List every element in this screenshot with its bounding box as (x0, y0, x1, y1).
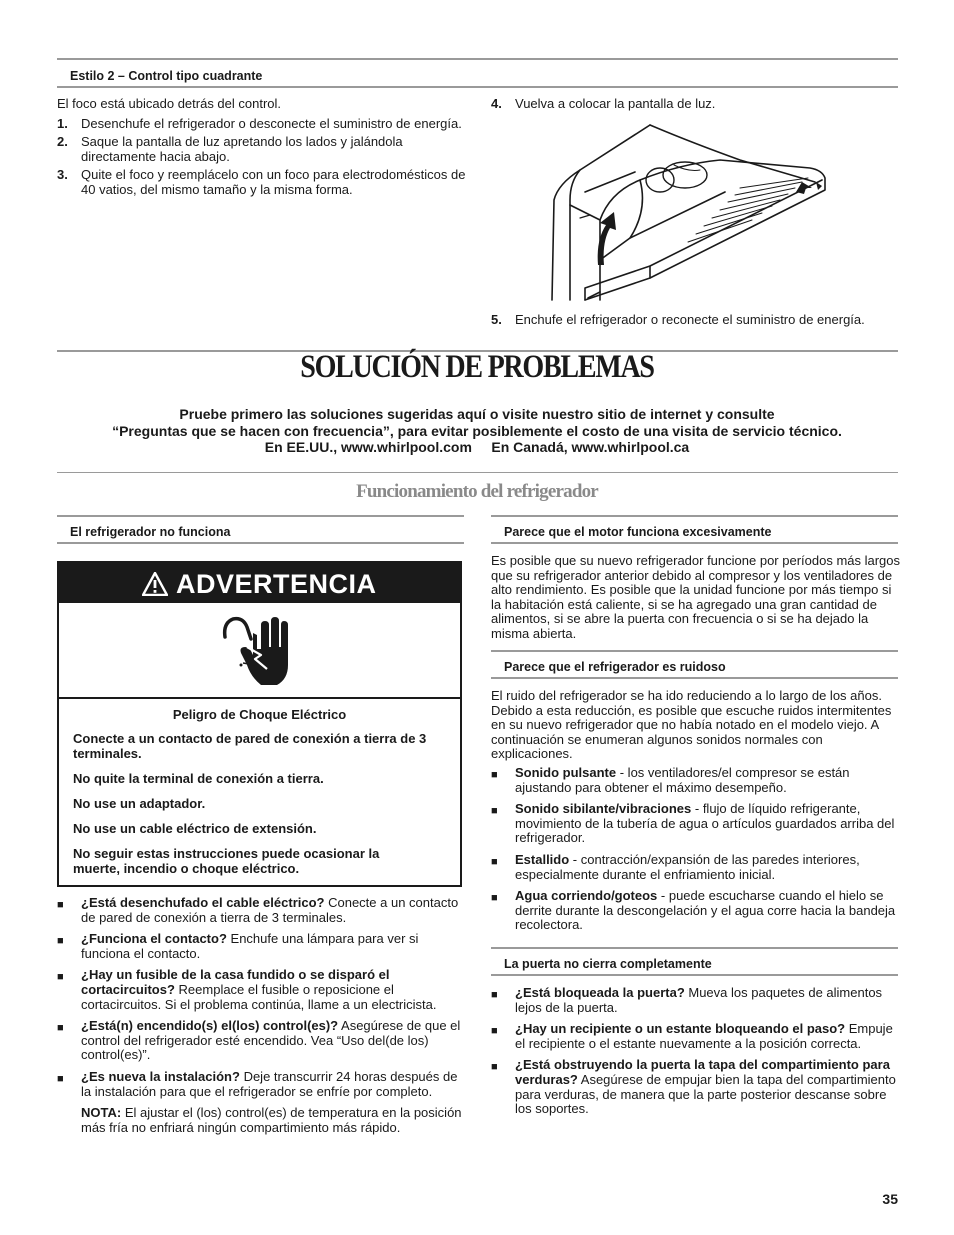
bullet-square-icon: ■ (57, 1022, 64, 1035)
bullet-square-icon: ■ (57, 1072, 64, 1085)
intro-line-websites: En EE.UU., www.whirlpool.com En Canadá, www.whirlpool.ca (264, 439, 690, 455)
list-item: ■ ¿Está(n) encendido(s) el(los) control(es)? Asegúrese de que el control del refrigerador esté encendido. Vea “Uso del(de los) control(es)”. (57, 1018, 461, 1063)
list-item: ■ ¿Hay un recipiente o un estante bloqueando el paso? Empuje el recipiente o el estante nuevamente a la posición correcta. (491, 1021, 893, 1051)
section-subtitle: Funcionamiento del refrigerador (356, 481, 598, 502)
warning-symbol-area (59, 603, 460, 699)
light-location-text: El foco está ubicado detrás del control. (57, 96, 282, 111)
door-heading: La puerta no cierra completamente (491, 947, 898, 976)
subtitle-divider (57, 472, 898, 473)
warning-label: ADVERTENCIA (176, 569, 377, 599)
list-item: ■ ¿Está obstruyendo la puerta la tapa del compartimiento para verduras? Asegúrese de empujar bien la tapa del compartimiento para verduras, de manera que la parte posterior descanse sobre los soportes. (491, 1057, 896, 1117)
step-item: 2. Saque la pantalla de luz apretando los lados y jalándola directamente hacia abajo. (57, 134, 403, 164)
warning-line: No seguir estas instrucciones puede ocasionar la muerte, incendio o choque eléctrico. (73, 846, 380, 876)
page-number: 35 (882, 1191, 898, 1207)
bullet-square-icon: ■ (491, 768, 498, 781)
not-working-checklist (57, 896, 465, 1135)
list-item: ■ Sonido sibilante/vibraciones - flujo de líquido refrigerante, movimiento de la tubería de agua o artículos guardados arriba del refrigerador. (491, 801, 895, 846)
list-item: ■ Sonido pulsante - los ventiladores/el compresor se están ajustando para obtener el máximo desempeño. (491, 764, 850, 795)
intro-line: Pruebe primero las soluciones sugeridas aquí o visite nuestro sitio de internet y consulte (179, 406, 775, 422)
list-item: ■ Estallido - contracción/expansión de las paredes interiores, especialmente durante el enfriamiento inicial. (491, 851, 860, 882)
bullet-square-icon: ■ (491, 855, 498, 868)
list-item: ■ ¿Está bloqueada la puerta? Mueva los paquetes de alimentos lejos de la puerta. (491, 985, 883, 1015)
noisy-text: El ruido del refrigerador se ha ido reduciendo a lo largo de los años. Debido a esta reducción, es posible que escuche ruidos intermitentes en su nuevo refrigerador que no había notado en el modelo viejo. A continuación se enumeran algunos sonidos normales con explicaciones. (491, 688, 892, 762)
bullet-square-icon: ■ (491, 1061, 498, 1074)
noisy-heading: Parece que el refrigerador es ruidoso (491, 650, 898, 679)
list-item: ■ ¿Está desenchufado el cable eléctrico? Conecte a un contacto de pared de conexión a tierra de 3 terminales. (57, 895, 459, 925)
warning-header (59, 563, 460, 603)
intro-text (0, 406, 954, 456)
bullet-square-icon: ■ (491, 989, 498, 1001)
step5-item: 5. Enchufe el refrigerador o reconecte el suministro de energía. (491, 312, 865, 327)
step-item: 1. Desenchufe el refrigerador o desconecte el suministro de energía. (57, 115, 462, 131)
noisy-section (491, 689, 901, 940)
list-item: ■ ¿Hay un fusible de la casa fundido o se disparó el cortacircuitos? Reemplace el fusible o reposicione el cortacircuitos. Si el problema continúa, llame a un electricista. (57, 967, 437, 1012)
warning-triangle-icon (142, 572, 168, 596)
bullet-square-icon: ■ (57, 971, 64, 984)
style2-heading-text: Estilo 2 – Control tipo cuadrante (70, 69, 263, 83)
motor-text: Es posible que su nuevo refrigerador funcione por períodos más largos que su refrigerador anterior debido al compresor y los ventiladores de alto rendimiento. Es posible que la unidad funcione por más tiempo si la habitación está caliente, si se ha agregado una gran cantidad de alimentos, si se abre la puerta con frecuencia o si se ha dejado la misma abierta. (491, 553, 901, 641)
warning-title: Peligro de Choque Eléctrico (172, 707, 347, 722)
page-title: SOLUCIÓN DE PROBLEMAS (300, 349, 654, 385)
door-checklist (491, 986, 901, 1124)
electric-shock-hand-icon (221, 615, 291, 687)
step-item: 3. Quite el foco y reemplácelo con un foco para electrodomésticos de 40 vatios, del mismo tamaño y la misma forma. (57, 167, 466, 197)
warning-line: No use un adaptador. (73, 796, 206, 811)
bullet-square-icon: ■ (491, 805, 498, 818)
bullet-square-icon: ■ (491, 1025, 498, 1038)
not-working-heading: El refrigerador no funciona (57, 515, 464, 544)
list-item: ■ ¿Funciona el contacto? Enchufe una lámpara para ver si funciona el contacto. (57, 931, 419, 961)
step4-item: 4. Vuelva a colocar la pantalla de luz. (491, 96, 716, 111)
bullet-square-icon: ■ (57, 899, 64, 911)
top-left-column (57, 97, 467, 202)
note-text: NOTA: El ajustar el (los) control(es) de temperatura en la posición más fría no enfriará ningún compartimiento más rápido. (81, 1105, 462, 1135)
warning-text (59, 699, 460, 876)
steps-list (57, 117, 467, 198)
list-item: ■ ¿Es nueva la instalación? Deje transcurrir 24 horas después de la instalación para que el refrigerador se enfríe por completo. (57, 1068, 458, 1099)
bullet-square-icon: ■ (491, 892, 498, 905)
warning-line: No use un cable eléctrico de extensión. (73, 821, 317, 836)
motor-heading: Parece que el motor funciona excesivamente (491, 515, 898, 544)
bullet-square-icon: ■ (57, 935, 64, 948)
warning-box (57, 561, 462, 887)
light-shield-illustration (540, 120, 840, 305)
list-item: ■ Agua corriendo/goteos - puede escucharse cuando el hielo se derrite durante la descongelación y el agua corre hacia la bandeja recolectora. (491, 888, 896, 933)
warning-line: Conecte a un contacto de pared de conexión a tierra de 3 terminales. (73, 731, 427, 761)
style2-heading (57, 58, 898, 88)
warning-line: No quite la terminal de conexión a tierra. (73, 771, 324, 786)
intro-line: “Preguntas que se hacen con frecuencia”, para evitar posiblemente el costo de una visita de servicio técnico. (112, 422, 842, 439)
